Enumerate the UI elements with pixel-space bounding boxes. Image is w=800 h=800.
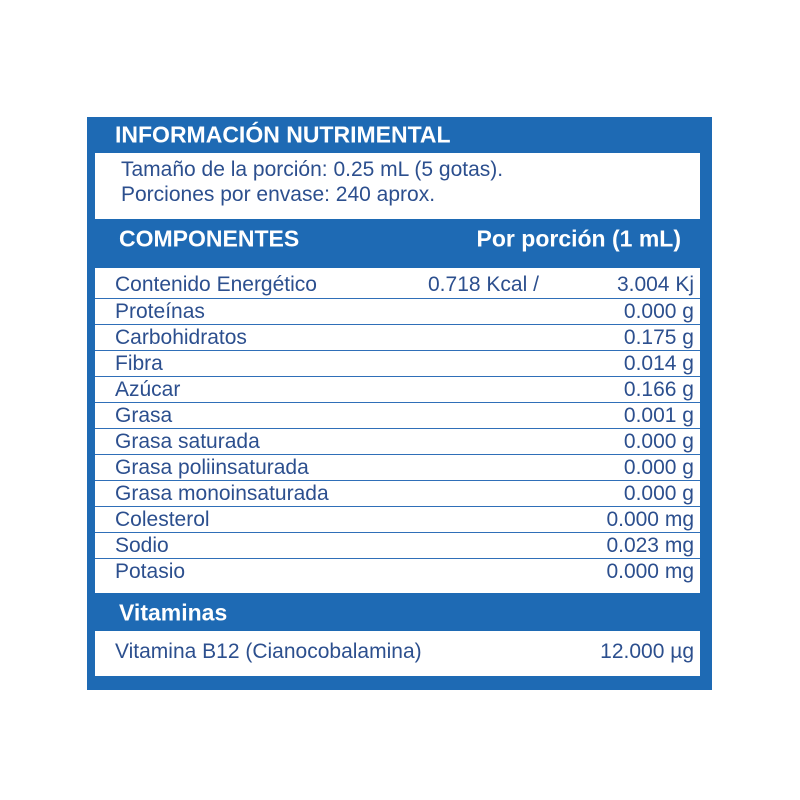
energy-kj: 3.004 Kj xyxy=(616,273,694,296)
nutrient-table xyxy=(95,268,700,593)
nutrient-value: 0.001 g xyxy=(623,404,694,427)
nutrient-value: 0.000 g xyxy=(623,482,694,505)
nutrient-value: 0.023 mg xyxy=(606,534,694,557)
per-serving-header: Por porción (1 mL) xyxy=(476,225,681,252)
table-row xyxy=(95,428,700,455)
table-row xyxy=(95,454,700,481)
table-row xyxy=(95,506,700,533)
nutrition-facts-panel xyxy=(87,117,712,690)
table-row xyxy=(95,376,700,403)
table-row xyxy=(95,532,700,559)
nutrient-label: Grasa monoinsaturada xyxy=(115,482,329,505)
nutrient-value: 0.000 g xyxy=(623,430,694,453)
nutrient-label: Potasio xyxy=(115,560,186,583)
vitamins-table xyxy=(95,631,700,676)
nutrient-value: 0.000 mg xyxy=(606,560,694,583)
table-row xyxy=(95,324,700,351)
table-row xyxy=(95,402,700,429)
nutrient-value: 0.000 mg xyxy=(606,508,694,531)
table-row-energy xyxy=(95,272,700,298)
energy-kcal: 0.718 Kcal / xyxy=(428,273,539,296)
panel-title: INFORMACIÓN NUTRIMENTAL xyxy=(115,121,451,148)
nutrient-label: Azúcar xyxy=(115,378,181,401)
vitamin-value: 12.000 µg xyxy=(600,640,694,663)
nutrient-label: Grasa xyxy=(115,404,173,427)
nutrient-value: 0.014 g xyxy=(623,352,694,375)
nutrient-value: 0.000 g xyxy=(623,300,694,323)
vitamins-header-bar xyxy=(87,595,712,631)
energy-label: Contenido Energético xyxy=(115,273,317,296)
serving-size-text: Tamaño de la porción: 0.25 mL (5 gotas). xyxy=(121,158,504,181)
nutrient-label: Grasa saturada xyxy=(115,430,260,453)
table-row xyxy=(95,558,700,585)
table-row-vitamin xyxy=(95,637,700,667)
components-header-bar xyxy=(87,221,712,257)
nutrient-label: Carbohidratos xyxy=(115,326,247,349)
table-row xyxy=(95,480,700,507)
servings-per-container-text: Porciones por envase: 240 aprox. xyxy=(121,183,436,206)
nutrient-label: Sodio xyxy=(115,534,169,557)
nutrient-value: 0.175 g xyxy=(623,326,694,349)
serving-info-box xyxy=(95,153,700,219)
components-header: COMPONENTES xyxy=(119,225,300,252)
nutrient-label: Proteínas xyxy=(115,300,205,323)
vitamins-header: Vitaminas xyxy=(119,599,228,626)
nutrient-value: 0.000 g xyxy=(623,456,694,479)
title-bar xyxy=(87,117,712,153)
nutrient-value: 0.166 g xyxy=(623,378,694,401)
table-row xyxy=(95,298,700,325)
nutrient-label: Colesterol xyxy=(115,508,210,531)
table-row xyxy=(95,350,700,377)
vitamin-label: Vitamina B12 (Cianocobalamina) xyxy=(115,640,422,663)
nutrient-label: Fibra xyxy=(115,352,163,375)
nutrient-label: Grasa poliinsaturada xyxy=(115,456,309,479)
